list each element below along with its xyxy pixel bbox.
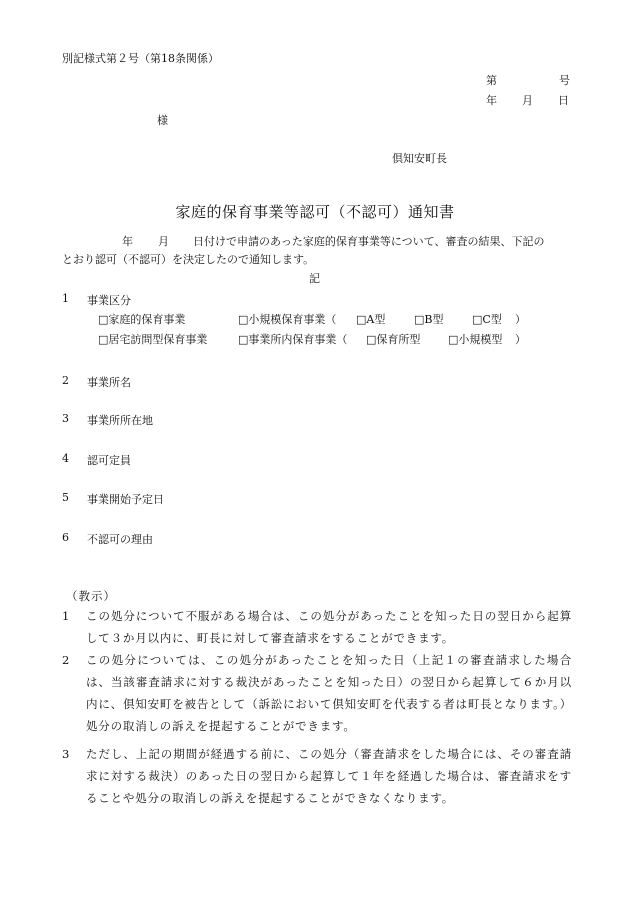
checkbox-option[interactable]: □小規模保育事業（ [238, 313, 337, 326]
checkbox-option[interactable]: □小規模型 [448, 333, 503, 346]
date-month: 月 [522, 94, 533, 107]
issuer: 倶知安町長 [392, 152, 447, 165]
instruction-paragraph [62, 743, 572, 809]
paren-close: ） [515, 313, 526, 326]
ki-mark: 記 [309, 272, 320, 285]
paragraph-text: この処分について不服がある場合は、この処分があったことを知った日の翌日から起算して３か月以内に、町長に対して審査請求をすることができます。 [86, 609, 572, 645]
intro-line1: 日付けで申請のあった家庭的保育事業等について、審査の結果、下記の [193, 235, 545, 248]
item-label-category: 事業区分 [87, 294, 131, 307]
checkbox-option[interactable]: □B型 [414, 313, 444, 326]
addressee-honorific: 様 [157, 114, 168, 127]
checkbox-option[interactable]: □居宅訪問型保育事業 [98, 333, 208, 346]
paragraph-number: 3 [62, 747, 70, 761]
checkbox-option[interactable]: □家庭的保育事業 [98, 313, 186, 326]
form-number: 別記様式第２号（第18条関係） [62, 52, 219, 65]
instruction-paragraph [62, 605, 572, 649]
item-number: 6 [62, 531, 69, 544]
checkbox-option[interactable]: □C型 [472, 313, 502, 326]
item-label-start-date: 事業開始予定日 [87, 493, 164, 506]
paragraph-number: 2 [62, 653, 70, 667]
date-year: 年 [486, 94, 497, 107]
intro-month: 月 [158, 235, 169, 248]
item-number: 5 [62, 491, 69, 504]
doc-number-prefix: 第 [486, 74, 497, 87]
instruction-paragraph [62, 649, 572, 737]
item-label-refusal-reason: 不認可の理由 [87, 533, 153, 546]
document-title: 家庭的保育事業等認可（不認可）通知書 [175, 203, 455, 221]
checkbox-option[interactable]: □事業所内保育事業（ [238, 333, 348, 346]
paragraph-text: この処分については、この処分があったことを知った日（上記１の審査請求した場合は、当該審査請求に対する裁決があったことを知った日）の翌日から起算して６か月以内に、倶知安町を被告として（訴訟において倶知安町を代表する者は町長となります。）処分の取消しの訴えを提起することができます。 [86, 653, 572, 733]
item-label-capacity: 認可定員 [87, 454, 131, 467]
instruction-heading: （教示） [66, 589, 116, 603]
paren-close: ） [515, 333, 526, 346]
paragraph-text: ただし、上記の期間が経過する前に、この処分（審査請求をした場合には、その審査請求に対する裁決）のあった日の翌日から起算して１年を経過した場合は、審査請求をすることや処分の取消しの訴えを提起することができなくなります。 [86, 747, 572, 805]
date-day: 日 [558, 94, 569, 107]
item-number: 4 [62, 452, 69, 465]
intro-line2: とおり認可（不認可）を決定したので通知します。 [62, 253, 315, 266]
checkbox-option[interactable]: □A型 [356, 313, 386, 326]
paragraph-number: 1 [62, 609, 70, 623]
item-label-office-address: 事業所所在地 [87, 414, 153, 427]
item-number: 2 [62, 374, 69, 387]
doc-number-suffix: 号 [559, 74, 570, 87]
item-label-office-name: 事業所名 [87, 376, 131, 389]
intro-year: 年 [122, 235, 133, 248]
item-number: 3 [62, 412, 69, 425]
item-number: 1 [62, 292, 69, 305]
checkbox-option[interactable]: □保育所型 [366, 333, 421, 346]
